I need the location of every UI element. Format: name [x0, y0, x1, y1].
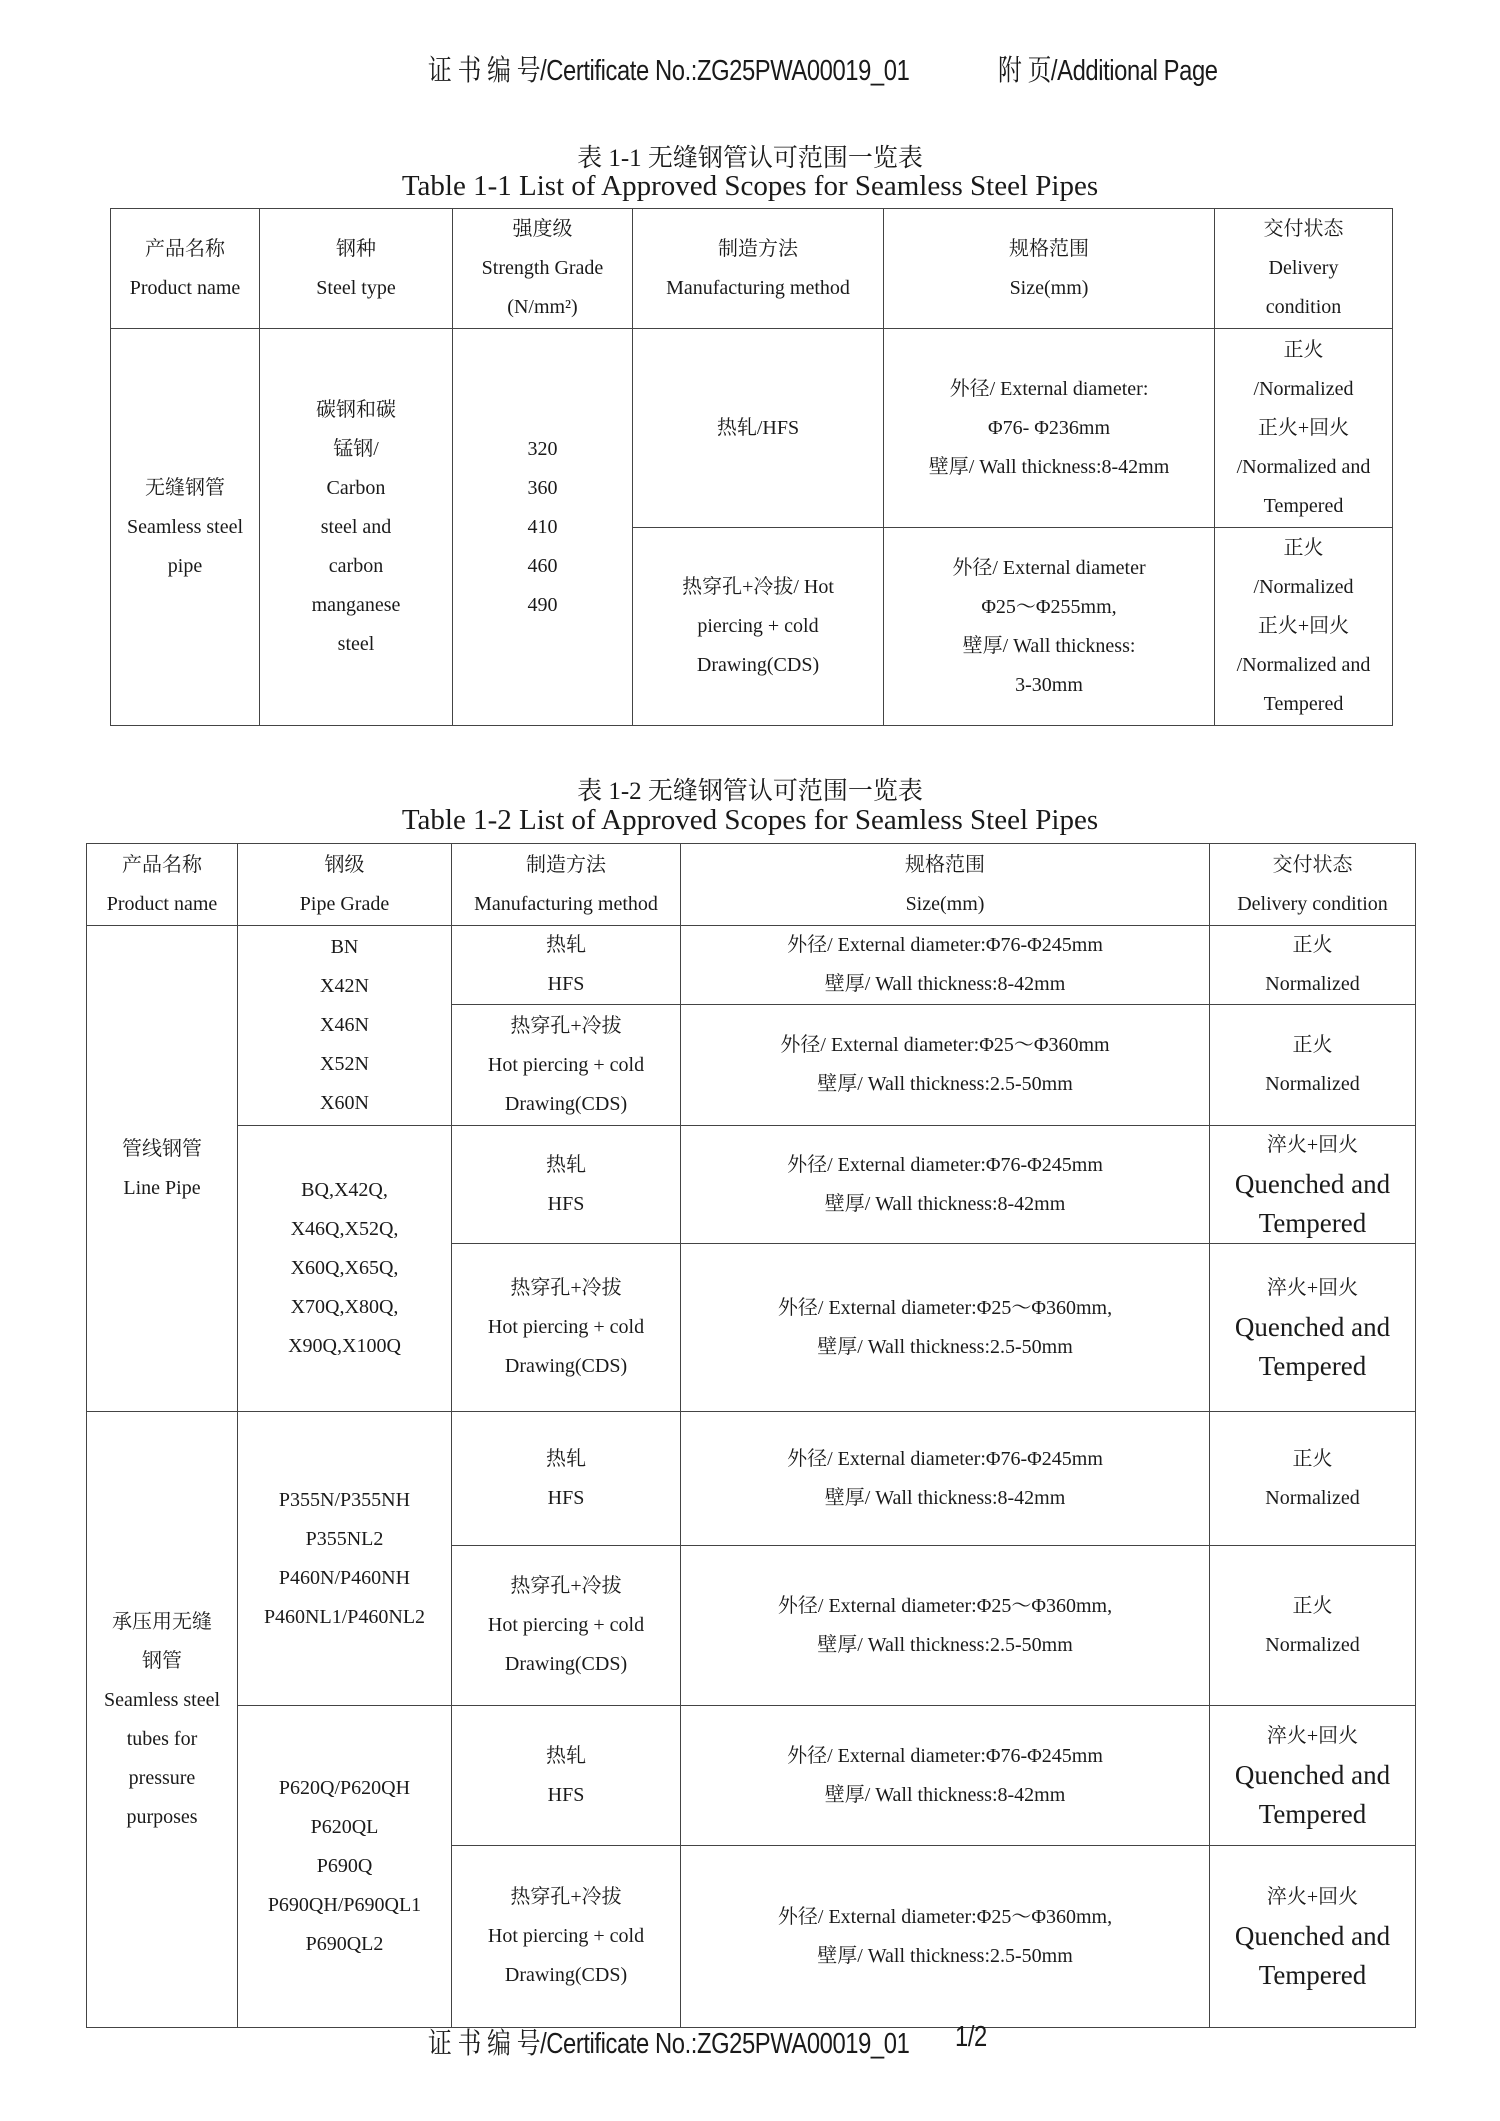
delivery-cell: [1210, 1126, 1416, 1244]
steel-type-cell: [260, 329, 453, 726]
delivery-cell: [1210, 1846, 1416, 2028]
cell-line: Size(mm): [1009, 276, 1089, 299]
delivery-cell: [1210, 1706, 1416, 1846]
delivery-cell: [1210, 1005, 1416, 1126]
table1-row: [111, 329, 1393, 528]
pipe-grade-cell: [238, 926, 452, 1126]
cell-line: 制造方法: [526, 853, 606, 876]
cell-line: 410: [527, 515, 558, 538]
cell-line: steel and: [320, 515, 392, 538]
table1-header-cell: [1215, 209, 1393, 329]
cell-line: 正火: [1292, 1447, 1333, 1470]
cell-line: P690QL2: [305, 1933, 384, 1955]
cell-line: 热轧: [546, 1744, 586, 1767]
cell-line: Size(mm): [905, 892, 985, 915]
cell-line: condition: [1265, 296, 1342, 318]
size-cell: [884, 528, 1215, 726]
cell-line: 外径/ External diameter:Φ25～Φ360mm,: [777, 1594, 1113, 1617]
cell-line: X90Q,X100Q: [288, 1335, 401, 1357]
cell-line: 外径/ External diameter:Φ25～Φ360mm,: [777, 1905, 1113, 1928]
cell-line: 热轧: [546, 1153, 586, 1176]
cell-line: 管线钢管: [122, 1137, 202, 1160]
page-header-additional-page: 附 页/Additional Page: [998, 55, 1218, 87]
cell-line: pressure: [128, 1766, 196, 1789]
cell-line: 碳钢和碳: [316, 398, 396, 421]
cell-line: 外径/ External diameter:Φ76-Φ245mm: [787, 934, 1103, 956]
cell-line: /Normalized and: [1236, 654, 1371, 676]
table1-title-cn: 表 1-1 无缝钢管认可范围一览表: [577, 145, 923, 172]
cell-line: 规格范围: [905, 853, 985, 876]
cell-line: pipe: [167, 554, 203, 577]
cell-line: 壁厚/ Wall thickness:8-42mm: [824, 1486, 1066, 1509]
cell-line: 正火+回火: [1257, 416, 1350, 439]
table2-header-row: [87, 844, 1416, 926]
cell-line: Φ76- Φ236mm: [987, 416, 1110, 439]
cell-line: Tempered: [1258, 1799, 1367, 1829]
cell-line: Hot piercing + cold: [487, 1925, 645, 1947]
cell-line: P690QH/P690QL1: [267, 1894, 422, 1916]
cell-line: 3-30mm: [1015, 673, 1083, 696]
size-cell: [681, 1546, 1210, 1706]
cell-line: 外径/ External diameter:: [949, 377, 1149, 400]
cell-line: X42N: [320, 975, 369, 997]
cell-line: Manufacturing method: [474, 892, 658, 915]
cell-line: 制造方法: [718, 237, 798, 260]
cell-line: BQ,X42Q,: [301, 1179, 388, 1201]
cell-line: 壁厚/ Wall thickness:2.5-50mm: [817, 1073, 1073, 1095]
method-cell: [452, 1706, 681, 1846]
cell-line: 热穿孔+冷拔/ Hot: [682, 576, 834, 598]
cell-line: 锰钢/: [333, 437, 379, 460]
cell-line: Hot piercing + cold: [487, 1053, 645, 1076]
delivery-cell: [1210, 1546, 1416, 1706]
cell-line: 产品名称: [145, 237, 225, 260]
table2-row: [87, 1412, 1416, 1546]
cell-line: Quenched and: [1234, 1921, 1391, 1951]
method-cell: [452, 926, 681, 1005]
cell-line: 承压用无缝: [112, 1610, 212, 1633]
cell-line: 壁厚/ Wall thickness:: [962, 634, 1136, 657]
cell-line: 460: [527, 554, 558, 577]
table2-header-cell: [1210, 844, 1416, 926]
cell-line: 淬火+回火: [1266, 1277, 1359, 1299]
cell-line: 外径/ External diameter: [952, 556, 1146, 579]
method-cell: [452, 1244, 681, 1412]
cell-line: Tempered: [1258, 1208, 1367, 1238]
cell-line: 360: [527, 476, 558, 499]
delivery-cell: [1210, 1412, 1416, 1546]
pipe-grade-cell: [238, 1126, 452, 1412]
method-cell: [633, 528, 884, 726]
cell-line: Drawing(CDS): [504, 1355, 628, 1377]
cell-line: 壁厚/ Wall thickness:8-42mm: [824, 1192, 1066, 1215]
cell-line: manganese: [311, 593, 401, 616]
size-cell: [681, 1846, 1210, 2028]
cell-line: P355NL2: [305, 1527, 384, 1550]
table1-header-cell: [453, 209, 633, 329]
cell-line: Product name: [129, 276, 241, 299]
size-cell: [681, 1244, 1210, 1412]
table1-header-cell: [633, 209, 884, 329]
cell-line: X46N: [320, 1014, 369, 1036]
cell-line: X52N: [320, 1053, 369, 1075]
size-cell: [681, 1706, 1210, 1846]
cell-line: 强度级: [512, 218, 573, 240]
delivery-cell: [1210, 926, 1416, 1005]
method-cell: [452, 1126, 681, 1244]
cell-line: Product name: [106, 892, 218, 915]
cell-line: 交付状态: [1272, 853, 1353, 876]
page-footer-page-number: 1/2: [955, 2021, 987, 2053]
cell-line: X60N: [320, 1092, 369, 1114]
delivery-cell: [1215, 528, 1393, 726]
cell-line: 壁厚/ Wall thickness:2.5-50mm: [817, 1944, 1073, 1967]
cell-line: Drawing(CDS): [504, 1964, 628, 1986]
cell-line: 钢管: [142, 1649, 182, 1672]
cell-line: Tempered: [1258, 1351, 1367, 1381]
cell-line: 壁厚/ Wall thickness:8-42mm: [928, 455, 1170, 478]
cell-line: /Normalized: [1253, 576, 1354, 598]
cell-line: 热轧: [546, 934, 586, 956]
cell-line: Quenched and: [1234, 1760, 1391, 1790]
cell-line: 外径/ External diameter:Φ25～Φ360mm,: [777, 1296, 1113, 1319]
product-name-cell: [87, 1412, 238, 2028]
cell-line: Hot piercing + cold: [487, 1614, 645, 1636]
cell-line: 热穿孔+冷拔: [510, 1014, 622, 1037]
cell-line: Carbon: [326, 476, 386, 499]
cell-line: HFS: [547, 1783, 585, 1806]
cell-line: Tempered: [1263, 693, 1344, 715]
size-cell: [681, 1126, 1210, 1244]
cell-line: 壁厚/ Wall thickness:2.5-50mm: [817, 1633, 1073, 1656]
cell-line: steel: [337, 632, 375, 655]
cell-line: tubes for: [126, 1727, 198, 1750]
delivery-cell: [1210, 1244, 1416, 1412]
cell-line: 正火: [1292, 934, 1333, 956]
cell-line: Normalized: [1265, 973, 1360, 995]
cell-line: 淬火+回火: [1266, 1725, 1359, 1747]
cell-line: HFS: [547, 1192, 585, 1215]
cell-line: /Normalized: [1253, 377, 1354, 400]
cell-line: Drawing(CDS): [504, 1092, 628, 1115]
pipe-grade-cell: [238, 1706, 452, 2028]
size-cell: [681, 926, 1210, 1005]
cell-line: 热穿孔+冷拔: [510, 1886, 622, 1908]
pipe-grade-cell: [238, 1412, 452, 1706]
table2-row: [87, 926, 1416, 1005]
cell-line: Normalized: [1265, 1633, 1360, 1656]
cell-line: Steel type: [316, 276, 396, 299]
cell-line: 淬火+回火: [1266, 1134, 1359, 1156]
cell-line: P690Q: [316, 1855, 373, 1877]
table1-header-cell: [111, 209, 260, 329]
table1-header-row: [111, 209, 1393, 329]
cell-line: P620Q/P620QH: [278, 1777, 411, 1799]
cell-line: Seamless steel: [126, 515, 244, 538]
cell-line: Line Pipe: [123, 1176, 201, 1199]
table2-header-cell: [452, 844, 681, 926]
cell-line: piercing + cold: [697, 615, 819, 637]
table2-header-cell: [681, 844, 1210, 926]
cell-line: 490: [527, 593, 558, 616]
cell-line: 热轧: [546, 1447, 586, 1470]
cell-line: Hot piercing + cold: [487, 1316, 645, 1338]
cell-line: Quenched and: [1234, 1312, 1391, 1342]
cell-line: X46Q,X52Q,: [290, 1218, 399, 1240]
cell-line: carbon: [328, 554, 384, 577]
product-name-cell: [111, 329, 260, 726]
cell-line: Quenched and: [1234, 1169, 1391, 1199]
cell-line: Delivery condition: [1237, 892, 1388, 915]
size-cell: [681, 1005, 1210, 1126]
cell-line: 壁厚/ Wall thickness:8-42mm: [824, 1783, 1066, 1806]
cell-line: 外径/ External diameter:Φ25～Φ360mm: [780, 1034, 1110, 1056]
cell-line: Tempered: [1263, 494, 1344, 517]
cell-line: 外径/ External diameter:Φ76-Φ245mm: [787, 1447, 1103, 1470]
size-cell: [884, 329, 1215, 528]
cell-line: 壁厚/ Wall thickness:8-42mm: [824, 973, 1066, 995]
cell-line: 壁厚/ Wall thickness:2.5-50mm: [817, 1335, 1073, 1358]
cell-line: BN: [330, 936, 359, 958]
page-footer-certificate: 证 书 编 号/Certificate No.:ZG25PWA00019_01: [428, 2028, 910, 2060]
cell-line: /Normalized and: [1236, 455, 1371, 478]
cell-line: 规格范围: [1009, 237, 1089, 260]
cell-line: 正火: [1292, 1594, 1333, 1617]
cell-line: 交付状态: [1263, 218, 1344, 240]
cell-line: X60Q,X65Q,: [290, 1257, 399, 1279]
table2-row: [87, 1706, 1416, 1846]
delivery-cell: [1215, 329, 1393, 528]
cell-line: 淬火+回火: [1266, 1886, 1359, 1908]
table1-header-cell: [884, 209, 1215, 329]
cell-line: Delivery: [1268, 257, 1339, 279]
cell-line: P460NL1/P460NL2: [263, 1605, 426, 1628]
cell-line: Normalized: [1265, 1486, 1360, 1509]
method-cell: [452, 1412, 681, 1546]
table1-title-en: Table 1-1 List of Approved Scopes for Seamless Steel Pipes: [401, 170, 1099, 202]
cell-line: 正火: [1292, 1034, 1333, 1056]
cell-line: P460N/P460NH: [278, 1566, 411, 1589]
cell-line: 无缝钢管: [145, 476, 225, 499]
table2-title-en: Table 1-2 List of Approved Scopes for Seamless Steel Pipes: [401, 804, 1099, 836]
cell-line: 320: [527, 437, 558, 460]
product-name-cell: [87, 926, 238, 1412]
cell-line: P620QL: [310, 1816, 379, 1838]
cell-line: (N/mm²): [507, 296, 578, 318]
cell-line: Tempered: [1258, 1960, 1367, 1990]
cell-line: Pipe Grade: [299, 892, 390, 915]
cell-line: 外径/ External diameter:Φ76-Φ245mm: [787, 1153, 1103, 1176]
cell-line: Drawing(CDS): [504, 1653, 628, 1675]
cell-line: 正火: [1283, 338, 1324, 361]
cell-line: 热穿孔+冷拔: [510, 1277, 622, 1299]
cell-line: Seamless steel: [103, 1688, 221, 1711]
page-header-certificate: 证 书 编 号/Certificate No.:ZG25PWA00019_01: [428, 55, 910, 87]
cell-line: Normalized: [1265, 1073, 1360, 1095]
size-cell: [681, 1412, 1210, 1546]
cell-line: 外径/ External diameter:Φ76-Φ245mm: [787, 1744, 1103, 1767]
cell-line: X70Q,X80Q,: [290, 1296, 399, 1318]
cell-line: HFS: [547, 1486, 585, 1509]
method-cell: [452, 1846, 681, 2028]
cell-line: Strength Grade: [481, 257, 604, 279]
table2: [86, 843, 1416, 2028]
cell-line: 热轧/HFS: [716, 416, 800, 439]
table1: [110, 208, 1393, 726]
cell-line: 热穿孔+冷拔: [510, 1575, 622, 1597]
table2-header-cell: [87, 844, 238, 926]
table2-header-cell: [238, 844, 452, 926]
method-cell: [633, 329, 884, 528]
cell-line: HFS: [547, 973, 585, 995]
cell-line: Φ25～Φ255mm,: [981, 595, 1117, 618]
table2-row: [87, 1126, 1416, 1244]
table1-header-cell: [260, 209, 453, 329]
cell-line: 正火: [1283, 537, 1324, 559]
cell-line: P355N/P355NH: [278, 1488, 411, 1511]
strength-grade-cell: [453, 329, 633, 726]
method-cell: [452, 1546, 681, 1706]
cell-line: 钢种: [336, 237, 376, 260]
cell-line: Manufacturing method: [666, 276, 850, 299]
cell-line: 正火+回火: [1257, 615, 1350, 637]
cell-line: 钢级: [324, 853, 365, 876]
method-cell: [452, 1005, 681, 1126]
table2-title-cn: 表 1-2 无缝钢管认可范围一览表: [577, 778, 923, 805]
cell-line: 产品名称: [122, 853, 202, 876]
cell-line: Drawing(CDS): [696, 654, 820, 676]
cell-line: purposes: [126, 1805, 198, 1828]
